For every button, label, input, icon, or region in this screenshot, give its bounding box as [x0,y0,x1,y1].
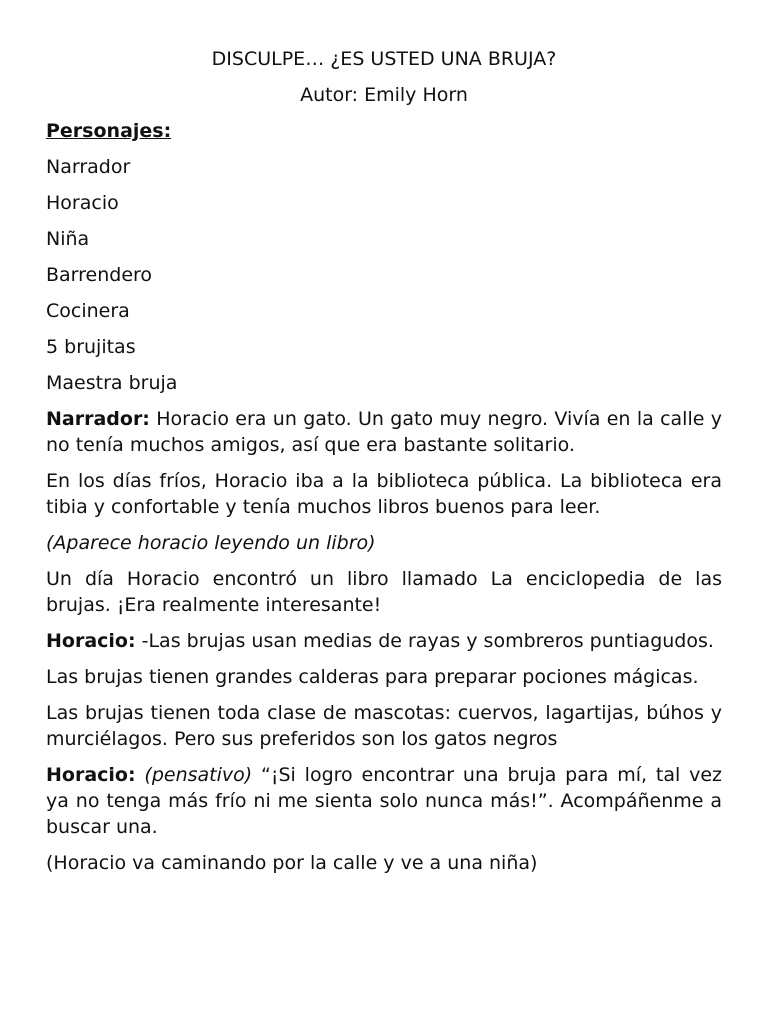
characters-heading: Personajes: [46,120,172,142]
document-title: DISCULPE… ¿ES USTED UNA BRUJA? [211,48,557,70]
paragraph: Un día Horacio encontró un libro llamado La enciclopedia de las brujas. ¡Era realmente interesante! [46,568,722,616]
paragraph-text: “¡Si logro encontrar una bruja para mí, tal vez ya no tenga más frío ni me sienta solo nunca más!”. Acompáñenme a buscar una. [46,764,722,838]
stage-direction: (Horacio va caminando por la calle y ve a una niña) [46,852,538,874]
stage-direction: (Aparece horacio leyendo un libro) [46,532,376,554]
speaker-label: Narrador: [46,408,150,430]
document-author: Autor: Emily Horn [300,84,468,106]
paragraph-text: -Las brujas usan medias de rayas y sombreros puntiagudos. [135,630,714,652]
paragraph-horacio [46,628,722,654]
character-item: Maestra bruja [46,372,178,394]
paragraph: En los días fríos, Horacio iba a la biblioteca pública. La biblioteca era tibia y confortable y tenía muchos libros buenos para leer. [46,470,722,518]
paragraph: Las brujas tienen toda clase de mascotas: cuervos, lagartijas, búhos y murciélagos. Pero sus preferidos son los gatos negros [46,702,722,750]
paragraph-narrator [46,406,722,458]
paragraph-horacio [46,762,722,840]
character-item: Cocinera [46,300,130,322]
character-item: Niña [46,228,90,250]
paragraph: Las brujas tienen grandes calderas para preparar pociones mágicas. [46,666,699,688]
speaker-label: Horacio: [46,630,136,652]
character-item: Narrador [46,156,131,178]
character-item: Barrendero [46,264,153,286]
speaker-label: Horacio: [46,764,136,786]
stage-aside: (pensativo) [135,764,253,786]
character-item: 5 brujitas [46,336,136,358]
paragraph-text: Horacio era un gato. Un gato muy negro. Vivía en la calle y no tenía muchos amigos, así que era bastante solitario. [46,408,722,456]
character-item: Horacio [46,192,119,214]
characters-list [46,154,722,396]
